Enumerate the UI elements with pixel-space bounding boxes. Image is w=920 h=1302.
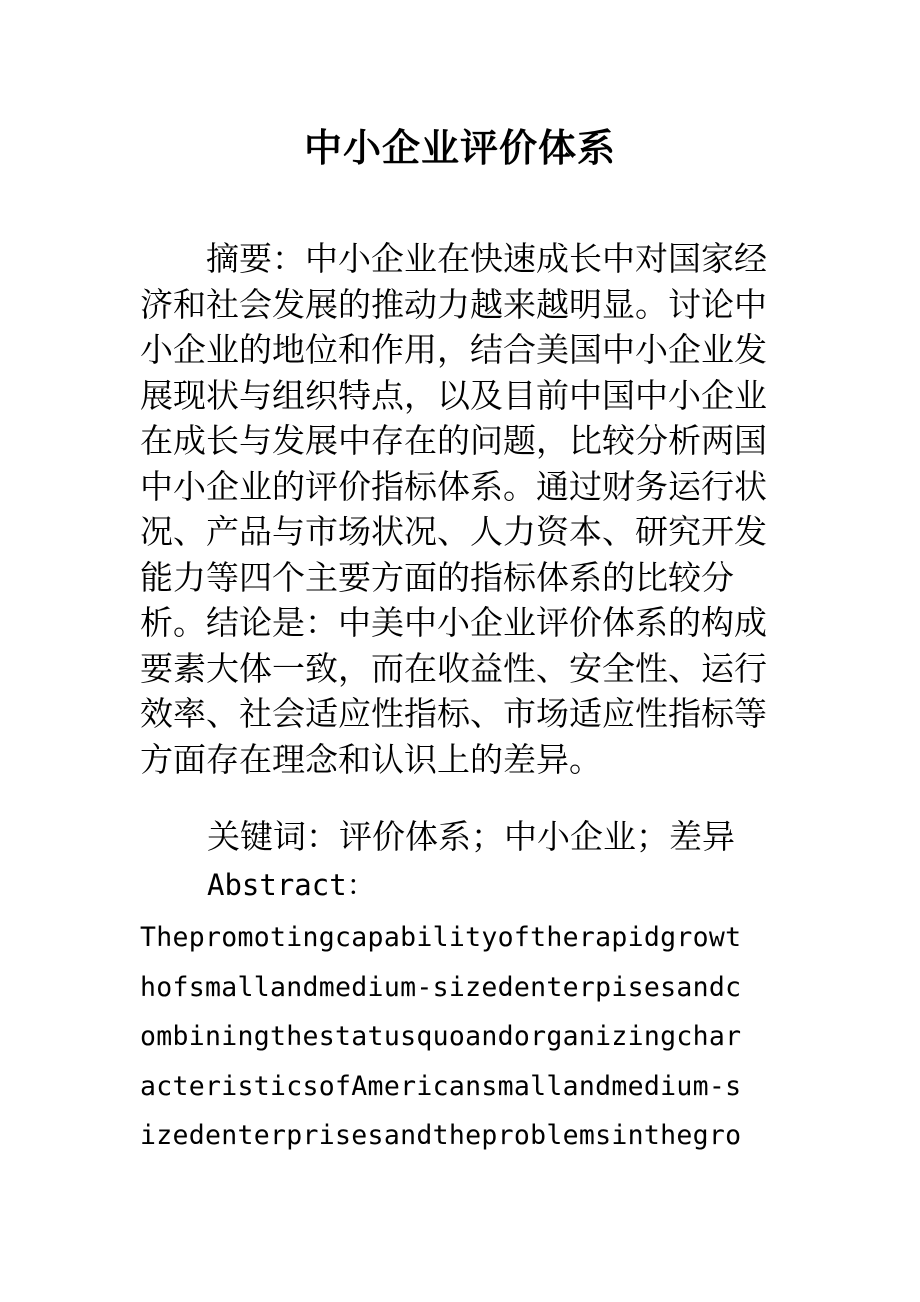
- abstract-cn-line: 析。结论是：中美中小企业评价体系的构成: [140, 603, 767, 642]
- abstract-english-label: Abstract：: [207, 868, 376, 902]
- abstract-cn-line: 小企业的地位和作用，结合美国中小企业发: [140, 330, 767, 369]
- abstract-chinese: [140, 236, 785, 782]
- abstract-en-line: ombiningthestatusquoandorganizingchar: [140, 1021, 742, 1052]
- abstract-cn-line: 方面存在理念和认识上的差异。: [140, 739, 602, 779]
- abstract-english: [140, 913, 780, 1161]
- abstract-cn-line: 中小企业的评价指标体系。通过财务运行状: [140, 466, 767, 506]
- abstract-cn-line: 摘要：中小企业在快速成长中对国家经: [140, 239, 767, 278]
- abstract-cn-line: 效率、社会适应性指标、市场适应性指标等: [140, 694, 767, 733]
- abstract-cn-line: 况、产品与市场状况、人力资本、研究开发: [140, 512, 767, 551]
- abstract-cn-line: 展现状与组织特点，以及目前中国中小企业: [140, 375, 767, 415]
- abstract-en-line: Thepromotingcapabilityoftherapidgrowt: [140, 922, 742, 953]
- abstract-cn-line: 在成长与发展中存在的问题，比较分析两国: [140, 421, 767, 460]
- abstract-en-line: izedenterprisesandtheproblemsinthegro: [140, 1120, 742, 1151]
- document-title: 中小企业评价体系: [303, 125, 616, 170]
- abstract-cn-line: 济和社会发展的推动力越来越明显。讨论中: [140, 284, 767, 324]
- abstract-en-line: hofsmallandmedium-sizedenterpisesandc: [140, 971, 742, 1003]
- abstract-cn-line: 能力等四个主要方面的指标体系的比较分: [140, 557, 734, 597]
- keywords-line: 关键词：评价体系；中小企业；差异: [207, 817, 735, 856]
- abstract-cn-line: 要素大体一致，而在收益性、安全性、运行: [140, 648, 767, 688]
- abstract-en-line: acteristicsofAmericansmallandmedium-s: [140, 1070, 742, 1102]
